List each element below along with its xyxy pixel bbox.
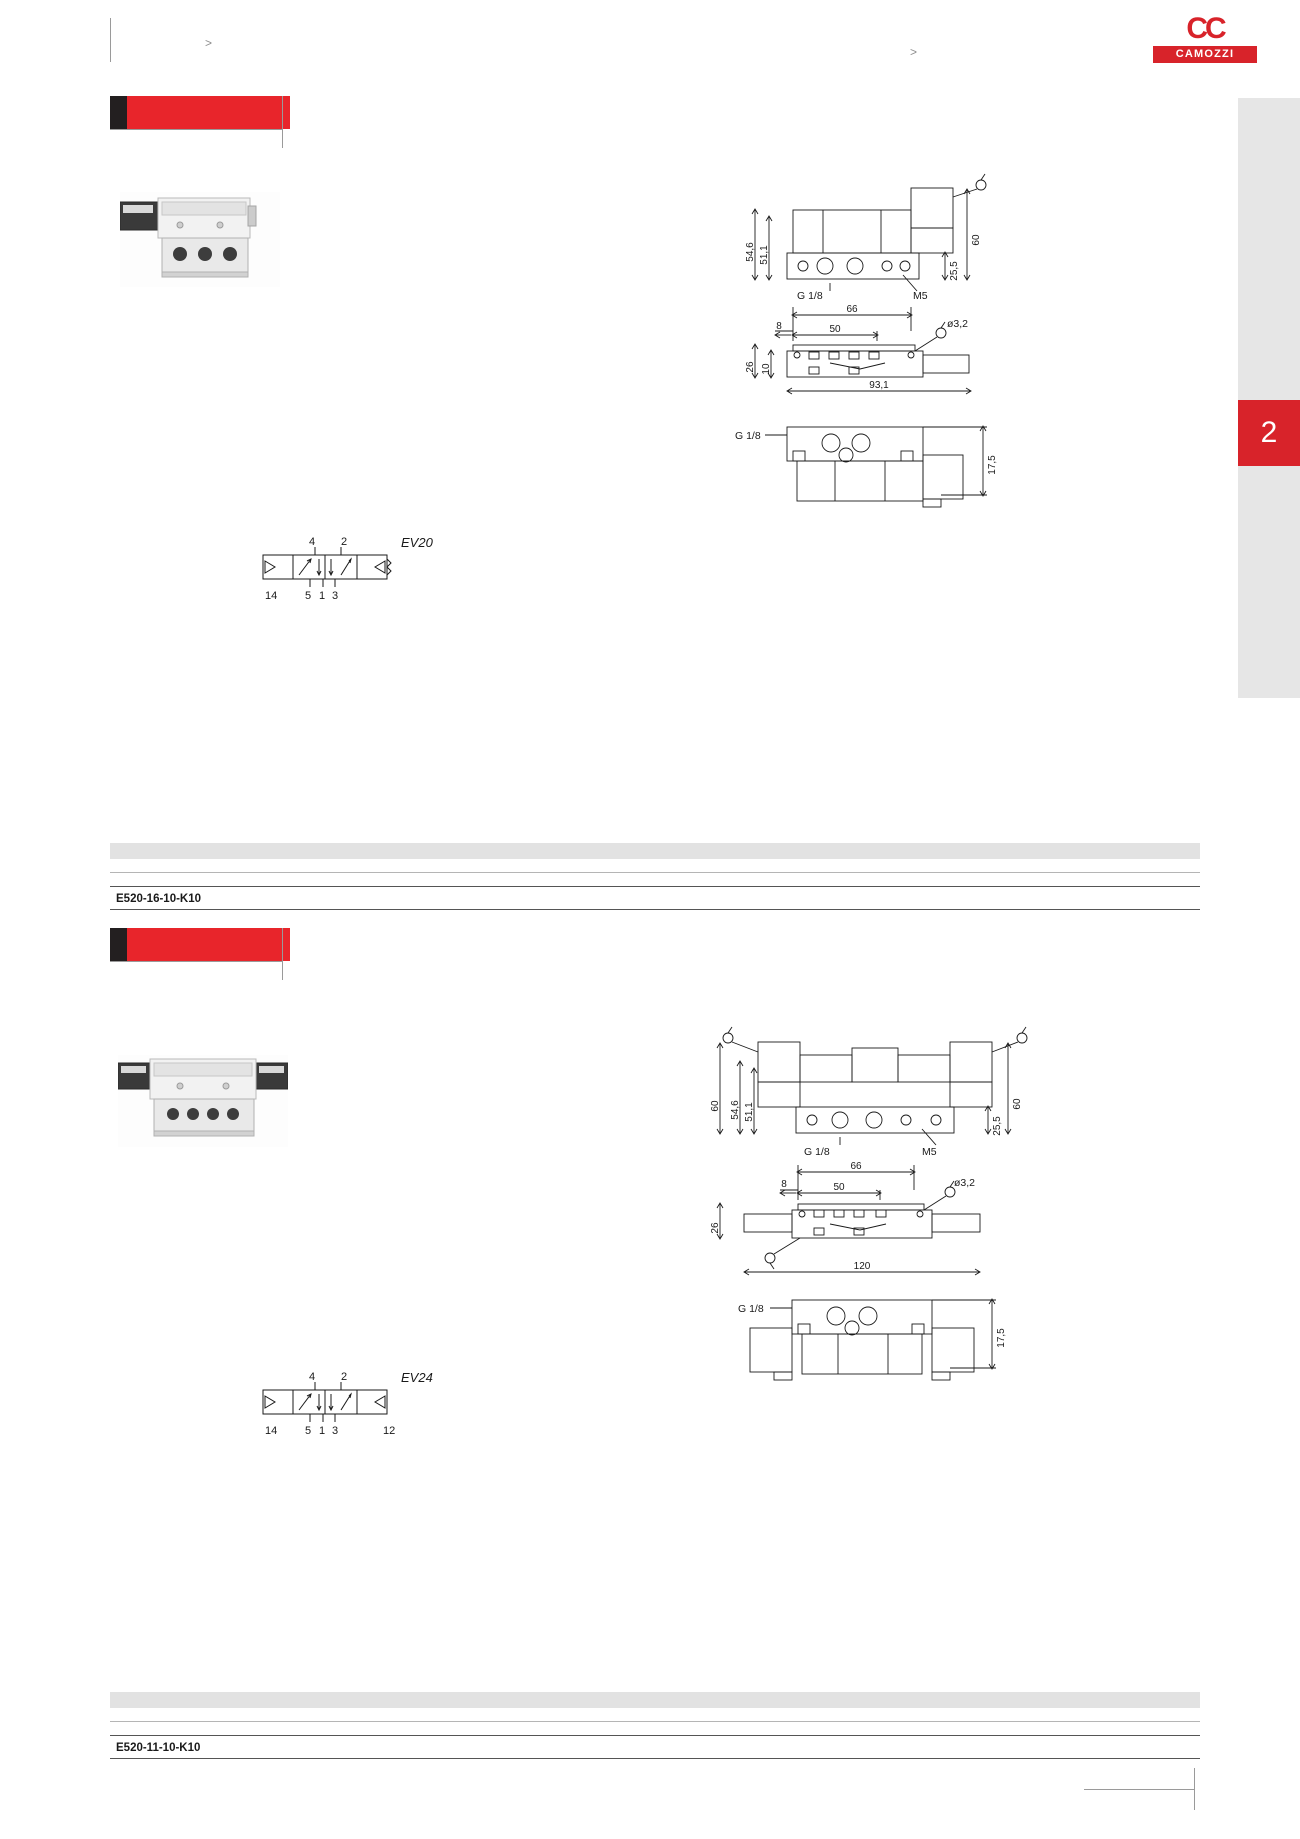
header-divider <box>110 18 111 62</box>
section-title-tick-2 <box>110 928 127 961</box>
symbol-code-label: EV20 <box>401 535 433 550</box>
product-photo-2 <box>118 1055 288 1147</box>
symbol2-port-5: 5 <box>305 1425 312 1437</box>
symbol2-port-1: 1 <box>319 1425 326 1437</box>
dim-50: 50 <box>829 324 841 335</box>
valve-symbol-1 <box>255 535 455 610</box>
thread-m5-2: M5 <box>922 1146 937 1158</box>
dim-66: 66 <box>846 304 858 315</box>
dim-60: 60 <box>971 234 982 246</box>
technical-drawing-2 <box>700 1000 1060 1465</box>
symbol-port-2: 2 <box>340 536 348 548</box>
product-section-2 <box>110 928 1200 961</box>
section-title-tick <box>110 96 127 129</box>
dim2-60-left: 60 <box>710 1100 721 1112</box>
symbol-port-5: 5 <box>305 590 312 602</box>
thread-g18-top-1: G 1/8 <box>797 290 823 302</box>
brand-logo <box>1146 14 1264 70</box>
symbol2-port-14: 14 <box>265 1425 278 1437</box>
dim-25-5: 25,5 <box>949 261 960 281</box>
symbol2-code-label: EV24 <box>401 1370 433 1385</box>
valve-symbol-2 <box>255 1370 455 1445</box>
dim2-17-5: 17,5 <box>996 1328 1007 1348</box>
table-header-strip-1 <box>110 843 1200 859</box>
dim-26: 26 <box>745 361 756 373</box>
thread-g18-top-2: G 1/8 <box>804 1146 830 1158</box>
dim-93-1: 93,1 <box>869 380 889 391</box>
breadcrumb-arrow-2: > <box>910 45 918 59</box>
product-photo-1 <box>120 192 280 287</box>
dim2-51-1: 51,1 <box>744 1102 755 1122</box>
symbol2-port-4: 4 <box>308 1371 316 1383</box>
section-tab-number: 2 <box>1238 400 1300 466</box>
symbol2-port-12: 12 <box>383 1425 396 1437</box>
section-title-underline-2 <box>110 961 282 962</box>
dim-8: 8 <box>776 321 782 332</box>
symbol2-port-2: 2 <box>340 1371 348 1383</box>
thread-m5-1: M5 <box>913 290 928 302</box>
dim2-66: 66 <box>850 1161 862 1172</box>
dim2-8: 8 <box>781 1179 787 1190</box>
section-tab-strip <box>1238 98 1300 698</box>
dim-hole-diameter-2: ø3,2 <box>954 1177 976 1189</box>
symbol-port-1: 1 <box>319 590 326 602</box>
dim-10: 10 <box>761 363 772 375</box>
section-title-underline <box>110 129 282 130</box>
brand-name: CAMOZZI <box>1153 46 1257 63</box>
footer-vertical-rule <box>1194 1768 1195 1810</box>
thread-g18-bottom-1: G 1/8 <box>735 430 761 442</box>
dim-51-1: 51,1 <box>759 245 770 265</box>
dim2-50: 50 <box>833 1182 845 1193</box>
section-title-vrule <box>282 96 283 148</box>
product-code-1: E520-16-10-K10 <box>110 886 1200 910</box>
symbol-port-14: 14 <box>265 590 278 602</box>
symbol2-port-3: 3 <box>332 1425 339 1437</box>
dim2-120: 120 <box>853 1261 871 1272</box>
dim2-25-5: 25,5 <box>992 1116 1003 1136</box>
symbol-port-3: 3 <box>332 590 339 602</box>
brand-mark-icon: CC <box>1186 12 1224 45</box>
thread-g18-bottom-2: G 1/8 <box>738 1303 764 1315</box>
symbol-port-4: 4 <box>308 536 316 548</box>
table-header-strip-2 <box>110 1692 1200 1708</box>
dim-hole-diameter-1: ø3,2 <box>947 318 969 330</box>
dim-54-6: 54,6 <box>745 242 756 262</box>
section-title-vrule-2 <box>282 928 283 980</box>
dim2-26: 26 <box>710 1222 721 1234</box>
dim2-54-6: 54,6 <box>730 1100 741 1120</box>
breadcrumb-arrow-1: > <box>205 36 213 50</box>
dim-17-5: 17,5 <box>987 455 998 475</box>
table-rule-1a <box>110 872 1200 873</box>
section-title-bar-2 <box>110 928 290 961</box>
table-rule-2a <box>110 1721 1200 1722</box>
dim2-60-right: 60 <box>1012 1098 1023 1110</box>
product-code-2: E520-11-10-K10 <box>110 1735 1200 1759</box>
footer-rule <box>1084 1789 1194 1790</box>
technical-drawing-1 <box>735 155 1055 610</box>
section-title-bar <box>110 96 290 129</box>
product-section-1 <box>110 96 1200 129</box>
